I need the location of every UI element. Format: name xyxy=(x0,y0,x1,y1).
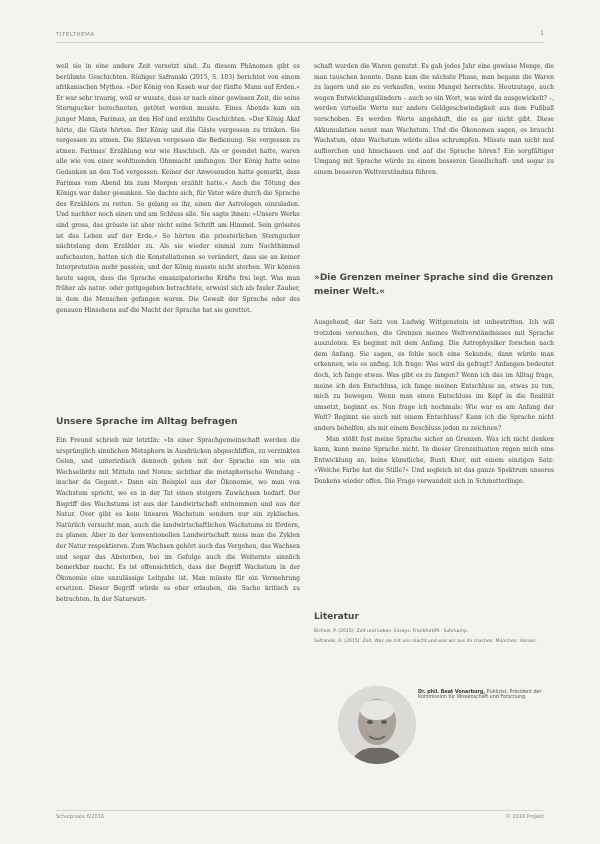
author-name: Dr. phil. Beat Vonarburg, xyxy=(418,690,486,695)
header-section-label: TITELTHEMA xyxy=(56,32,95,38)
footer-left: Schulpraxis 6/2016 xyxy=(56,814,105,820)
quote-heading: »Die Grenzen meiner Sprache sind die Grenzen meiner Welt.« xyxy=(314,273,554,297)
author-portrait-image xyxy=(338,686,416,764)
section-paragraph: Ein Freund schrieb mir letztlin: »In einer Sprachgemeinschaft werden die ursprünglich sinnlichen Metaphern in Ausdrücken abgeschliffen, zu verzinkten Gelen, und unterirdisch dennoch gehen mit der Sprache ein wie ein Wechselbrite mit Mitteln und Noten: sichtbar die metaphorische Wendung – inscher da Gegent.« Dann ein Beispiel aus der Ökonomie, wo man von Wachstum spricht, wo es in der Tat einen steigern Zuwächsen bedarf. Der Begriff des Wachstums ist aus der Landwirtschaft entnommen und aus der Natur. Over gibt es kein lineares Wachstum sondern nur ein zyklisches. Natürlich versucht man, auch die landwirtschaftlichen Wachstums zu fördern, zu planen. Aber in der konventionellen Landwirtschaft muss man die Zyklen der Natur respektieren. Zum Wachsen gehört auch das Vergehen, das Wachsen und sogar das Absterben, bei im Gefolge auch die Welternte sinnlich bemerkbar macht. Es ist offensichtlich, dass der Begriff Wachstum in der Ökonomie eine unzulässige Leitgabe ist. Man müsste für ein Vermehrung ersetzen. Dieser Begriff würde es eher erlauben, die Sache kritisch zu betrachten. In der Naturwirt- xyxy=(56,437,300,603)
literature-heading: Literatur xyxy=(314,612,359,622)
literature-entry: Safranski, R. (2015): Zeit. Was sie mit uns macht und was wir aus ihr machen. München: Hanser. xyxy=(314,638,537,644)
left-paragraph: weil sie in eine andere Zeit versetzt sind. Zu diesem Phänomen gibt es berühmte Geschichten. Rüdiger Safranski (2015, S. 103) berichtet von einem afrikanischen Mythos. »Der König von Kaseh war der fünfte Mann auf Erden.« Er war sehr traurig, weil er wusste, dass er nach einer gewissen Zeit, die seine Sterngucker berechneten, getötet werden musste. Eines Abends kam ein junger Mann, Farimas, an den Hof und erzählte Geschichten. »Der König Akaf hörte, die Gäste hörten. Der König und die Gäste vergessen zu trinken. Sie vergessen zu atmen. Die Sklaven vergessen die Bedienung. Sie vergessen zu atmen. Farimas' Erzählung war wie Haschisch. Als er geendet hatte, waren alle wie von einer wohltuenden Ohnmacht umfangen. Der König hatte seine Gedanken an den Tod vergessen. Keiner der Anwesenden hatte gemerkt, dass Farimas vom Abend bis zum Morgen erzählt hatte.« Auch die Tötung des Königs war daher gesunken. Sie dachte sich, für Vater wäre durch die Sprache des Erzählers zu retten. So gelang es ihr, einen der Astrologen einzuladen. Und nachher noch einen und am Schluss alle. Sie sagte ihnen: »Unsere Werke sind gross, das grösste ist aber nicht seine Schrift am Himmel. Sein grösstes ist das Leben auf der Erde.« So hörten die priesterlichen Sterngucker nächtelang dem Erzähler zu. Als sie wieder einmal zum Nachthimmel aufschauten, hatten sich die Konstellationen so verändert, dass sie an keiner Interpretation mehr passten, und der König musste nicht sterben. Wir können heute sagen, dass die Sprache emanzipatorische Kräfte frei legt. Was man früher als natur- oder gottgegeben betrachtete, erweist sich als fauler Zauber, in dem die Menschen gefangen waren. Die Gewalt der Sprache oder des genauen Hinsehens auf die Macht der Sprache hat sie gerettet. xyxy=(56,63,300,314)
right-body-paragraph-1: Ausgehend, der Satz von Ludwig Wittgenstein ist unbestritten. Ich will trotzdem versuchen, die Grenzen meines Weltverständnisses mit Sprache auszuloten. Es beginnt mit dem Anfang. Die Astrophysiker forschen nach dem Anfang. Sie sagen, es fehle noch eine Sekunde, dann würde man erkennen, wie es anfing. Ich frage: Was wird da gefragt? Anfangen bedeutet doch, ich fange etwas. Was gibt es zu fangen? Wenn ich das im Alltag frage, meine ich den Entschluss, ich fange meinen Entschluss an, etwas zu tun, mich zu bewegen. Wenn man einen Entschluss im Kopf in die Realität umsetzt, beginnt es. Nun frage ich nochmals: Wie war es am Anfang der Welt? Beginnt sie auch mit einem Entschluss? Kann ich die Sprache nicht anders behelfen, als mit einem Beschluss jeden zu zeichnen? xyxy=(314,319,554,432)
author-portrait xyxy=(338,686,416,764)
section-heading: Unsere Sprache im Alltag befragen xyxy=(56,416,238,427)
right-top-paragraph: schaft wurden die Waren genutzt. Es gab jedes Jahr eine gewisse Menge, die man tauschen konnte. Dann kam die nächste Phase, man begann die Waren zu lagern und sie zu verkaufen, wenn Mangel herrschte. Heutzutage, auch wegen Entwicklungsländern – auch so ein Wort, was wird da ausgewickelt? –, werden virtuelle Werte nur anders Geldgeschwindigkeit aus dem Fußball verschoben. Es werden Werte angehäuft, die es gar nicht gibt. Diese Akkumulation nennt man Wachstum. Und die Ökonomen sagen, es braucht Wachstum, ohne Wachstum würde alles schrumpfen. Müsste man nicht mal aufhorchen und hinschauen und auf die Sprache hören? Ein sorgfältiger Umgang mit Sprache würde zu einem besseren Gesellschaft- und sogar zu einem besseren Weltverständnis führen. xyxy=(314,63,554,176)
author-bio xyxy=(418,690,554,700)
literature-entry: Bichsel, P. (2015): Zeit und Leben. Essays. Frankfurt/M.: Suhrkamp. xyxy=(314,629,469,634)
left-column-text xyxy=(56,62,300,316)
right-column-top xyxy=(314,62,554,179)
page-header xyxy=(56,30,544,43)
section-body xyxy=(56,436,300,606)
right-body-paragraph-2: Man stößt fest meine Sprache sicher an Grenzen. Was ich nicht denken kann, kann meine Sprache nicht. In dieser Grenzsituation regen mich eine Entwicklung an, keine künstliche, Busti Kher, mit einem einzigen Satz: »Welche Farbe hat die Stille?« Und sogleich ist das ganze Spektrum unseres Denkens wieder offen. Die Frage verwandelt sich in Schmetterlinge. xyxy=(314,435,554,485)
header-page-marker: 1 xyxy=(540,30,544,37)
page-footer xyxy=(56,810,544,821)
footer-right: © 2016 Projekt xyxy=(505,814,544,820)
literature-list xyxy=(314,628,554,645)
author-description: Publizist, Präsident der Kommission für Wissenschaft und Forschung xyxy=(418,690,542,700)
right-column-body xyxy=(314,318,554,488)
